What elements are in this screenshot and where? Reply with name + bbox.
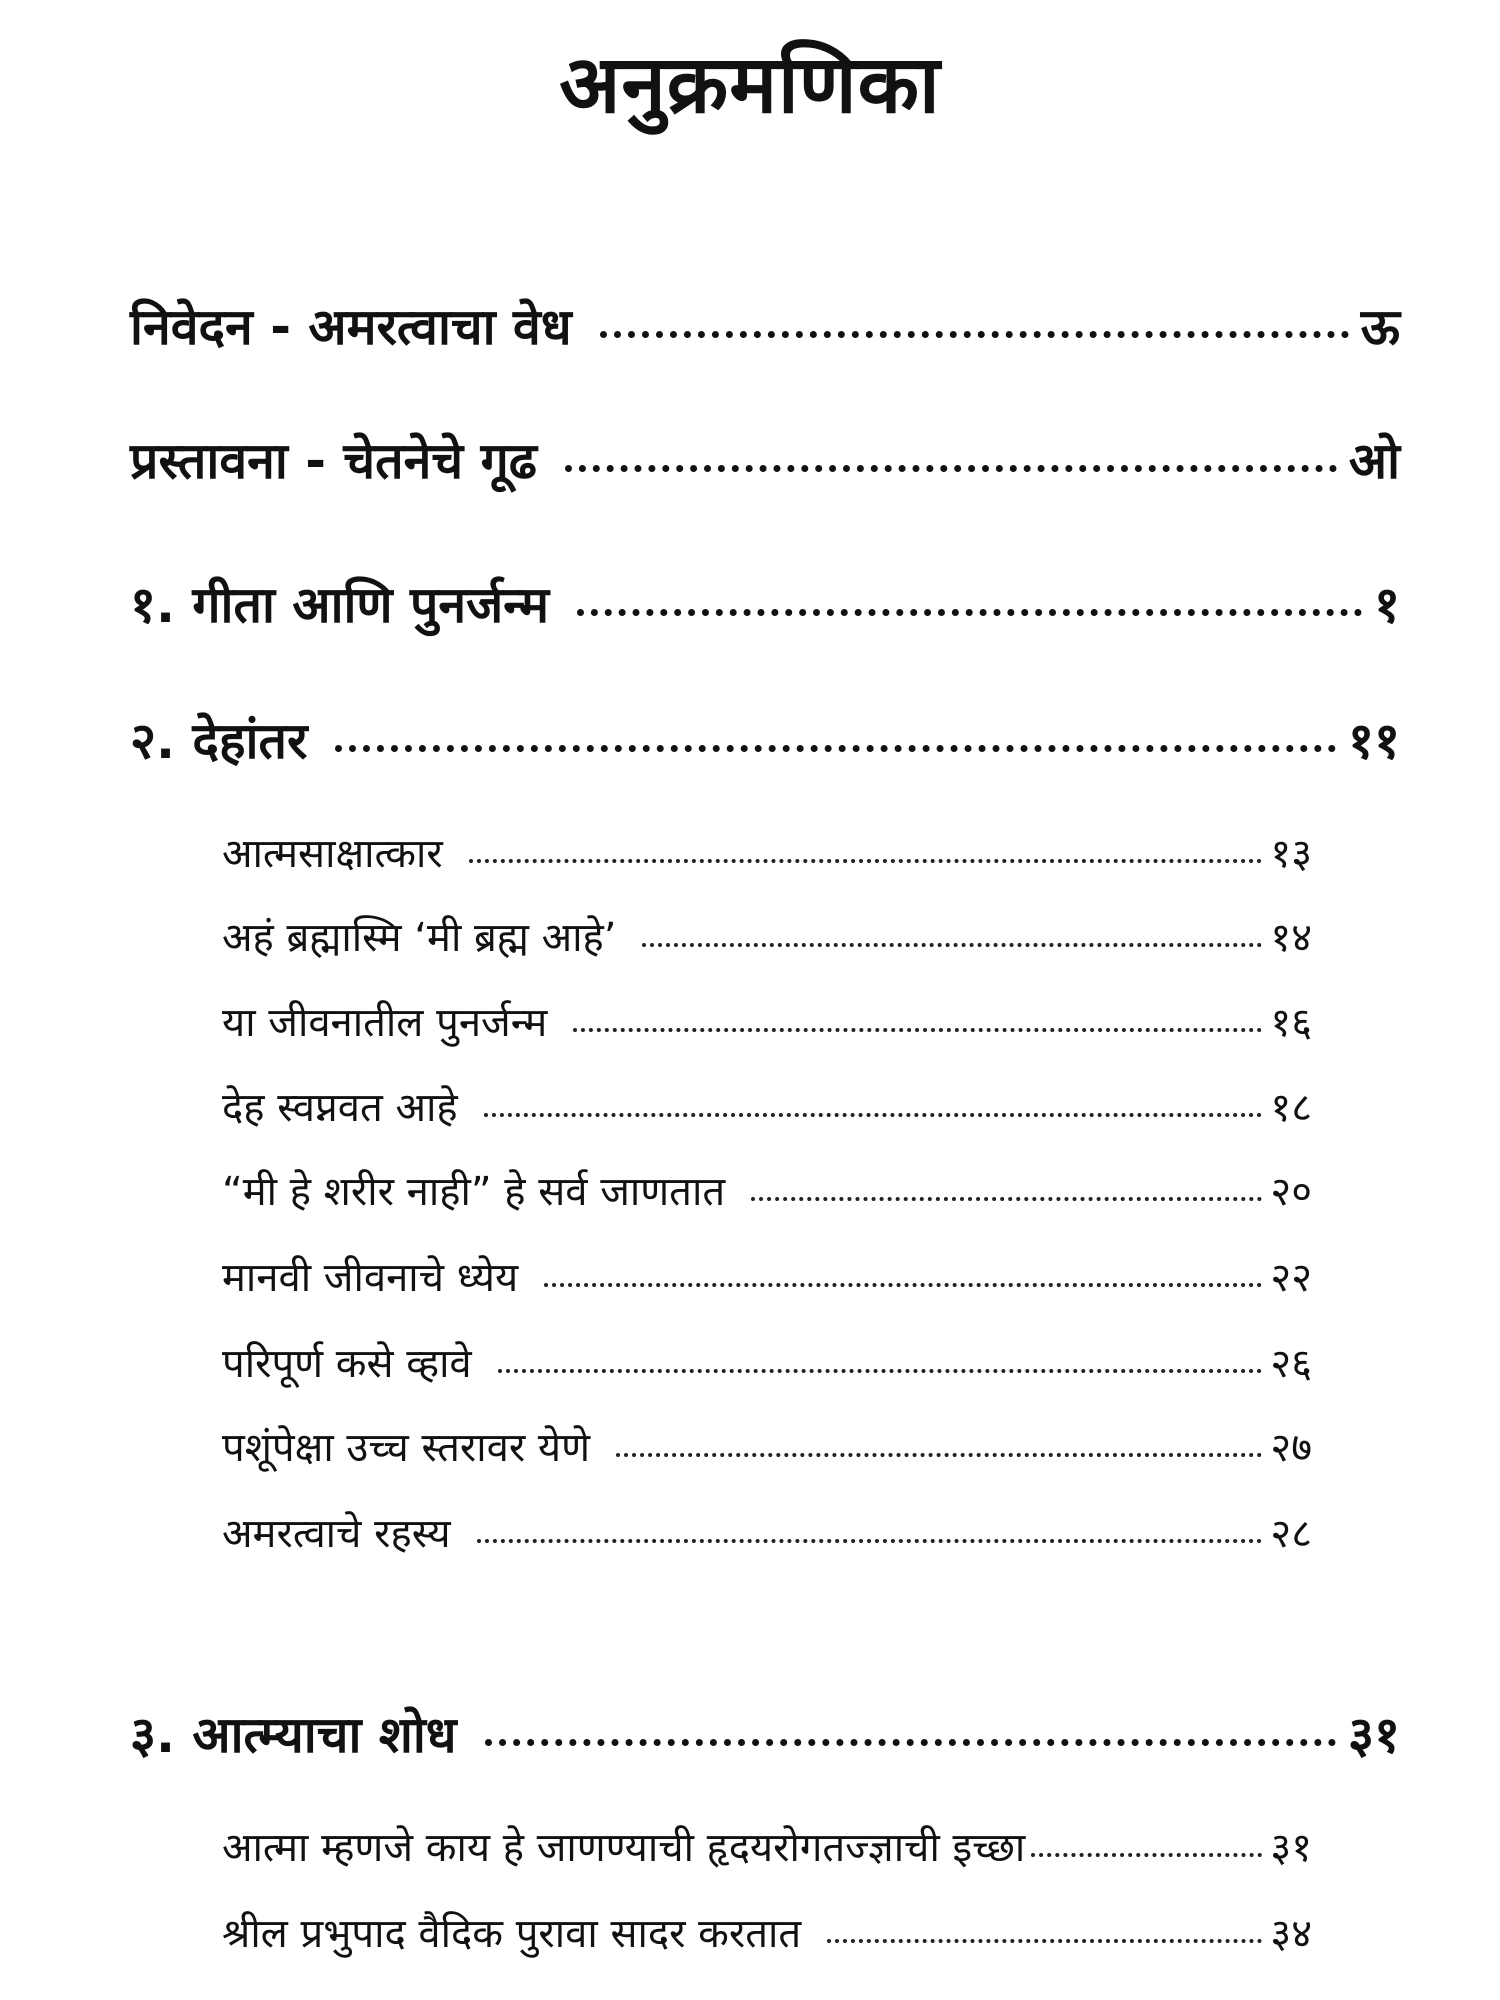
page-title: अनुक्रमणिका [559, 38, 941, 131]
toc-entry-prastavana [130, 426, 1400, 496]
toc-section-page: १३ [1270, 831, 1312, 877]
toc-entry-label: निवेदन - अमरत्वाचा वेध [130, 298, 572, 356]
toc-section-label: या जीवनातील पुनर्जन्म [222, 1000, 548, 1046]
dot-leader [751, 1197, 1262, 1201]
toc-section [222, 995, 1312, 1051]
toc-section-label: श्रील प्रभुपाद वैदिक पुरावा सादर करतात [222, 1911, 802, 1957]
dot-leader [477, 1539, 1263, 1543]
toc-entry-page: ओ [1348, 432, 1400, 490]
toc-section-page: ३१ [1270, 1825, 1312, 1871]
toc-entry-page: ऊ [1360, 298, 1400, 356]
toc-section-label: पशूंपेक्षा उच्च स्तरावर येणे [222, 1425, 591, 1471]
toc-section [222, 1506, 1312, 1562]
dot-leader [827, 1939, 1262, 1943]
dot-leader [1031, 1853, 1262, 1857]
dot-leader [544, 1283, 1262, 1287]
toc-entry-chapter-2 [130, 706, 1400, 776]
toc-section-label: अहं ब्रह्मास्मि ‘मी ब्रह्म आहे’ [222, 915, 617, 961]
toc-entry-chapter-3 [130, 1700, 1400, 1770]
toc-section [222, 1164, 1312, 1220]
dot-leader [616, 1453, 1262, 1457]
toc-section-page: १४ [1270, 915, 1312, 961]
dot-leader [600, 331, 1349, 338]
toc-section [222, 1250, 1312, 1306]
dot-leader [484, 1113, 1263, 1117]
dot-leader [577, 609, 1362, 616]
toc-entry-page: १ [1374, 576, 1400, 634]
toc-section-page: २७ [1270, 1425, 1312, 1471]
toc-entry-page: ११ [1348, 712, 1400, 770]
toc-section-label: देह स्वप्नवत आहे [222, 1085, 458, 1131]
toc-entry-chapter-1 [130, 570, 1400, 640]
toc-section-page: १८ [1270, 1085, 1312, 1131]
toc-section [222, 1336, 1312, 1392]
toc-section-page: २० [1270, 1169, 1312, 1215]
toc-section-page: १६ [1270, 1000, 1312, 1046]
toc-section-label: परिपूर्ण कसे व्हावे [222, 1341, 472, 1387]
toc-section [222, 1080, 1312, 1136]
dot-leader [498, 1369, 1263, 1373]
toc-section-page: २८ [1270, 1511, 1312, 1557]
toc-entry-page: ३१ [1348, 1706, 1400, 1764]
toc-section [222, 910, 1312, 966]
dot-leader [469, 859, 1263, 863]
toc-section-page: २६ [1270, 1341, 1312, 1387]
toc-section [222, 826, 1312, 882]
dot-leader [642, 943, 1262, 947]
toc-section [222, 1420, 1312, 1476]
toc-section-page: २२ [1270, 1255, 1312, 1301]
toc-section-page: ३४ [1270, 1911, 1312, 1957]
dot-leader [335, 745, 1336, 752]
dot-leader [485, 1739, 1336, 1746]
toc-entry-nivedan [130, 292, 1400, 362]
toc-entry-label: २. देहांतर [130, 712, 308, 770]
dot-leader [573, 1028, 1262, 1032]
toc-entry-label: १. गीता आणि पुनर्जन्म [130, 576, 550, 634]
toc-section-label: अमरत्वाचे रहस्य [222, 1511, 451, 1557]
toc-section-label: मानवी जीवनाचे ध्येय [222, 1255, 519, 1301]
toc-entry-label: ३. आत्म्याचा शोध [130, 1706, 457, 1764]
toc-section [222, 1820, 1312, 1876]
toc-section-label: आत्मा म्हणजे काय हे जाणण्याची हृदयरोगतज्ज्ञाची इच्छा [222, 1825, 1026, 1871]
toc-section-label: आत्मसाक्षात्कार [222, 831, 443, 877]
toc-section [222, 1906, 1312, 1962]
toc-section-label: “मी हे शरीर नाही” हे सर्व जाणतात [222, 1169, 726, 1215]
toc-entry-label: प्रस्तावना - चेतनेचे गूढ [130, 432, 537, 490]
dot-leader [565, 465, 1337, 472]
